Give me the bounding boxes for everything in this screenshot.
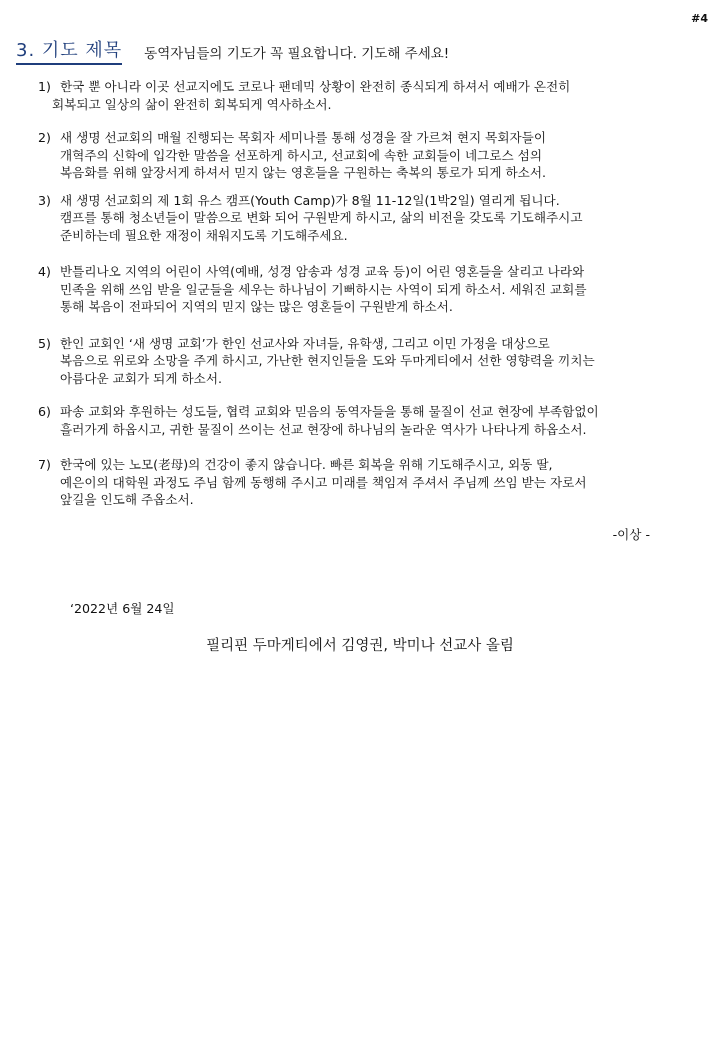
item-line: 한인 교회인 ‘새 생명 교회’가 한인 선교사와 자녀들, 유학생, 그리고 이민 가정을 대상으로: [60, 335, 550, 351]
section-header: [16, 36, 449, 65]
page-number: #4: [691, 12, 708, 25]
closing-mark: -이상 -: [612, 527, 650, 542]
prayer-item-1: [38, 78, 708, 113]
item-text: [60, 129, 708, 182]
item-line: 회복되고 일상의 삶이 완전히 회복되게 역사하소서.: [52, 96, 332, 112]
item-line: 예은이의 대학원 과정도 주님 함께 동행해 주시고 미래를 책임져 주셔서 주님께 쓰임 받는 자로서: [60, 474, 587, 490]
item-line: 반틀리나오 지역의 어린이 사역(예배, 성경 암송과 성경 교육 등)이 어린 영혼들을 살리고 나라와: [60, 264, 585, 279]
item-text: [60, 335, 708, 388]
item-line: 흘러가게 하옵시고, 귀한 물질이 쓰이는 선교 현장에 하나님의 놀라운 역사가 나타나게 하옵소서.: [60, 421, 587, 437]
item-number: 5): [38, 335, 51, 351]
item-number: 7): [38, 457, 51, 472]
item-line: 개혁주의 신학에 입각한 말씀을 선포하게 하시고, 선교회에 속한 교회들이 네그로스 섬의: [60, 147, 542, 163]
prayer-item-4: [38, 263, 708, 316]
item-text: [60, 192, 708, 245]
item-number: 2): [38, 130, 51, 145]
item-line: 통해 복음이 전파되어 지역의 믿지 않는 많은 영혼들이 구원받게 하소서.: [60, 299, 453, 314]
item-line: 복음화를 위해 앞장서게 하셔서 믿지 않는 영혼들을 구원하는 축복의 통로가 되게 하소서.: [60, 165, 546, 180]
item-text: [52, 78, 708, 113]
item-line: 캠프를 통해 청소년들이 말씀으로 변화 되어 구원받게 하시고, 삶의 비전을 갖도록 기도해주시고: [60, 210, 583, 225]
item-number: 6): [38, 404, 51, 419]
prayer-item-6: [38, 403, 708, 438]
item-line: 준비하는데 필요한 재정이 채워지도록 기도해주세요.: [60, 227, 348, 243]
letter-date: ‘2022년 6월 24일: [70, 601, 175, 616]
item-line: 파송 교회와 후원하는 성도들, 협력 교회와 믿음의 동역자들을 통해 물질이 선교 현장에 부족함없이: [60, 404, 599, 419]
item-line: 새 생명 선교회의 제 1회 유스 캠프(Youth Camp)가 8월 11-12일(1박2일) 열리게 됩니다.: [60, 192, 560, 208]
item-line: 앞길을 인도해 주옵소서.: [60, 492, 194, 507]
item-text: [60, 456, 708, 509]
item-number: 1): [38, 79, 51, 94]
prayer-item-2: [38, 129, 708, 182]
prayer-item-5: [38, 335, 708, 388]
item-line: 민족을 위해 쓰임 받을 일군들을 세우는 하나님이 기뻐하시는 사역이 되게 하소서. 세워진 교회를: [60, 281, 587, 297]
item-line: 한국 뿐 아니라 이곳 선교지에도 코로나 팬데믹 상황이 완전히 종식되게 하셔서 예배가 온전히: [60, 79, 571, 94]
item-number: 4): [38, 264, 51, 279]
item-line: 새 생명 선교회의 매월 진행되는 목회자 세미나를 통해 성경을 잘 가르쳐 현지 목회자들이: [60, 130, 546, 145]
prayer-item-7: [38, 456, 708, 509]
section-title: 3. 기도 제목: [16, 36, 122, 65]
prayer-list: [38, 78, 708, 509]
item-number: 3): [38, 192, 51, 208]
item-line: 한국에 있는 노모(老母)의 건강이 좋지 않습니다. 빠른 회복을 위해 기도해주시고, 외동 딸,: [60, 457, 553, 472]
section-subtitle: 동역자님들의 기도가 꼭 필요합니다. 기도해 주세요!: [144, 46, 450, 62]
item-text: [60, 403, 708, 438]
item-text: [60, 263, 708, 316]
item-line: 복음으로 위로와 소망을 주게 하시고, 가난한 현지인들을 도와 두마게티에서 선한 영향력을 끼치는: [60, 353, 595, 368]
prayer-item-3: [38, 192, 708, 245]
letter-signature: 필리핀 두마게티에서 김영권, 박미나 선교사 올림: [206, 638, 514, 654]
item-line: 아름다운 교회가 되게 하소서.: [60, 370, 222, 386]
